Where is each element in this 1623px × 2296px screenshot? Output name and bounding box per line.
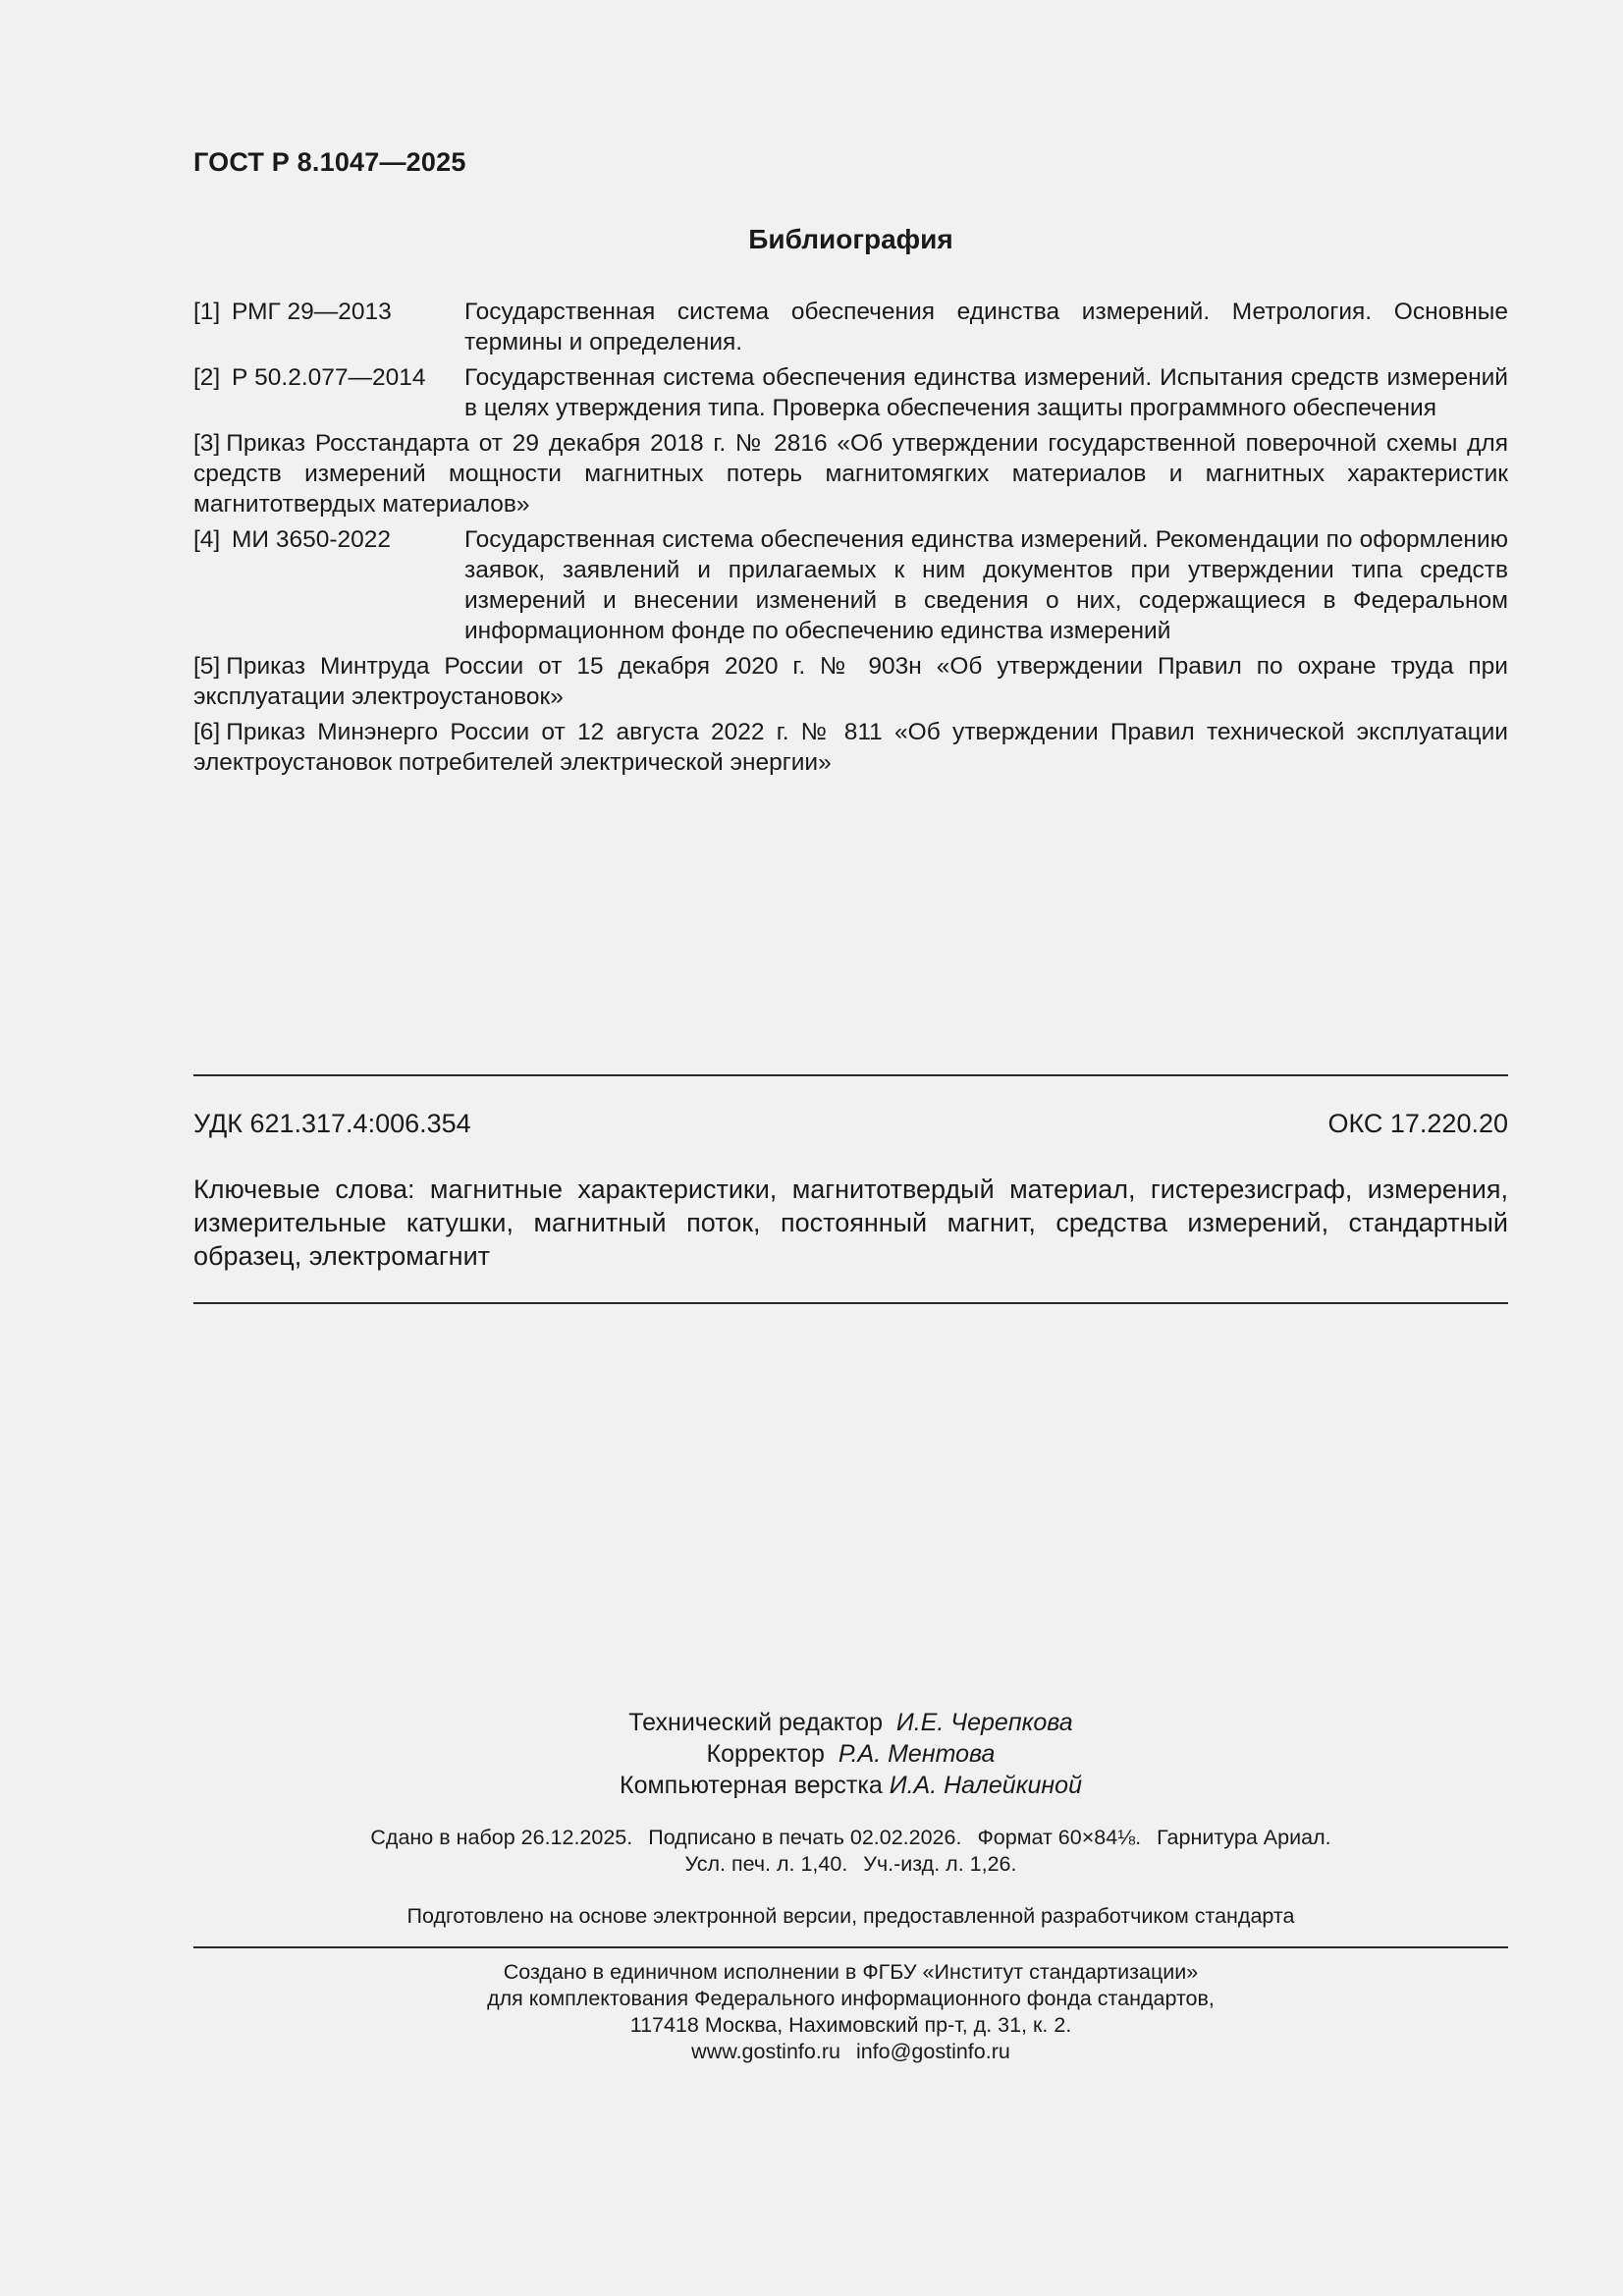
corrector-line (193, 1738, 1508, 1770)
document-code: ГОСТ Р 8.1047—2025 (193, 147, 466, 177)
entry-reference: МИ 3650-2022 (232, 526, 391, 553)
divider-top (193, 1074, 1508, 1076)
document-page (193, 0, 1508, 2296)
divider-keywords (193, 1302, 1508, 1304)
print-format: Формат 60×84⅛. (977, 1826, 1142, 1849)
tech-editor-label: Технический редактор (628, 1709, 883, 1736)
print-info (193, 1825, 1508, 1878)
entry-text: Приказ Минтруда России от 15 декабря 2020 г. № 903н «Об утверждении Правил по охране труда при эксплуатации электроустановок» (193, 653, 1508, 710)
entry-number: [6] (193, 719, 221, 745)
entry-number: [4] (193, 526, 221, 553)
udk-code: УДК 621.317.4:006.354 (193, 1109, 471, 1138)
publisher-info (193, 1959, 1508, 2065)
typeface: Гарнитура Ариал. (1157, 1826, 1331, 1849)
entry-number: [3] (193, 430, 221, 457)
entry-text: Государственная система обеспечения единства измерений. Испытания средств измерений в целях утверждения типа. Проверка обеспечения защиты программного обеспечения (464, 364, 1508, 421)
publishing-sheets: Уч.-изд. л. 1,26. (863, 1852, 1017, 1876)
entry-number: [1] (193, 299, 221, 325)
entry-text: Государственная система обеспечения единства измерений. Рекомендации по оформлению заявок, заявлений и прилагаемых к ним документов при утверждении типа средств измерений и внесении изменений в сведения о них, содержащиеся в Федеральном информационном фонде по обеспечению единства измерений (464, 526, 1508, 644)
oks-code: ОКС 17.220.20 (1327, 1109, 1508, 1138)
bibliography-list (193, 297, 1508, 783)
entry-text: Государственная система обеспечения единства измерений. Метрология. Основные термины и определения. (464, 299, 1508, 355)
publisher-address: 117418 Москва, Нахимовский пр-т, д. 31, к. 2. (629, 2013, 1072, 2037)
entry-number: [5] (193, 653, 221, 680)
bibliography-entry (193, 651, 1508, 712)
layout-label: Компьютерная верстка (620, 1772, 883, 1799)
entry-reference: РМГ 29—2013 (232, 299, 392, 325)
entry-number: [2] (193, 364, 221, 391)
print-sheets: Усл. печ. л. 1,40. (684, 1852, 848, 1876)
entry-text: Приказ Росстандарта от 29 декабря 2018 г. № 2816 «Об утверждении государственной поверочной схемы для средств измерений мощности магнитных потерь магнитомягких материалов и магнитных характеристик магнитотвердых материалов» (193, 430, 1508, 518)
email-link[interactable]: info@gostinfo.ru (855, 2040, 1010, 2063)
prepared-note: Подготовлено на основе электронной версии, предоставленной разработчиком стандарта (406, 1904, 1295, 1928)
layout-line (193, 1770, 1508, 1801)
submitted-date: Сдано в набор 26.12.2025. (370, 1826, 633, 1849)
entry-reference: Р 50.2.077—2014 (232, 364, 426, 391)
entry-text: Приказ Минэнерго России от 12 августа 2022 г. № 811 «Об утверждении Правил технической эксплуатации электроустановок потребителей электрической энергии» (193, 719, 1508, 776)
bibliography-title: Библиография (748, 224, 953, 254)
corrector-name: Р.А. Ментова (838, 1740, 996, 1768)
bibliography-entry (193, 297, 1508, 357)
layout-name: И.А. Налейкиной (889, 1772, 1082, 1799)
bibliography-entry (193, 717, 1508, 778)
bibliography-entry (193, 362, 1508, 423)
editorial-staff (193, 1707, 1508, 1801)
tech-editor-line (193, 1707, 1508, 1738)
website-link[interactable]: www.gostinfo.ru (691, 2040, 840, 2063)
bibliography-entry (193, 524, 1508, 646)
tech-editor-name: И.Е. Черепкова (895, 1709, 1073, 1736)
publisher-line: Создано в единичном исполнении в ФГБУ «Институт стандартизации» (503, 1960, 1199, 1984)
keywords: Ключевые слова: магнитные характеристики, магнитотвердый материал, гистерезисграф, измерения, измерительные катушки, магнитный поток, постоянный магнит, средства измерений, стандартный образец, электромагнит (193, 1175, 1508, 1271)
signed-date: Подписано в печать 02.02.2026. (648, 1826, 962, 1849)
publisher-contacts (193, 2039, 1508, 2065)
bibliography-entry (193, 428, 1508, 519)
corrector-label: Корректор (706, 1740, 825, 1768)
publisher-line: для комплектования Федерального информационного фонда стандартов, (487, 1987, 1215, 2010)
divider-publisher (193, 1946, 1508, 1948)
